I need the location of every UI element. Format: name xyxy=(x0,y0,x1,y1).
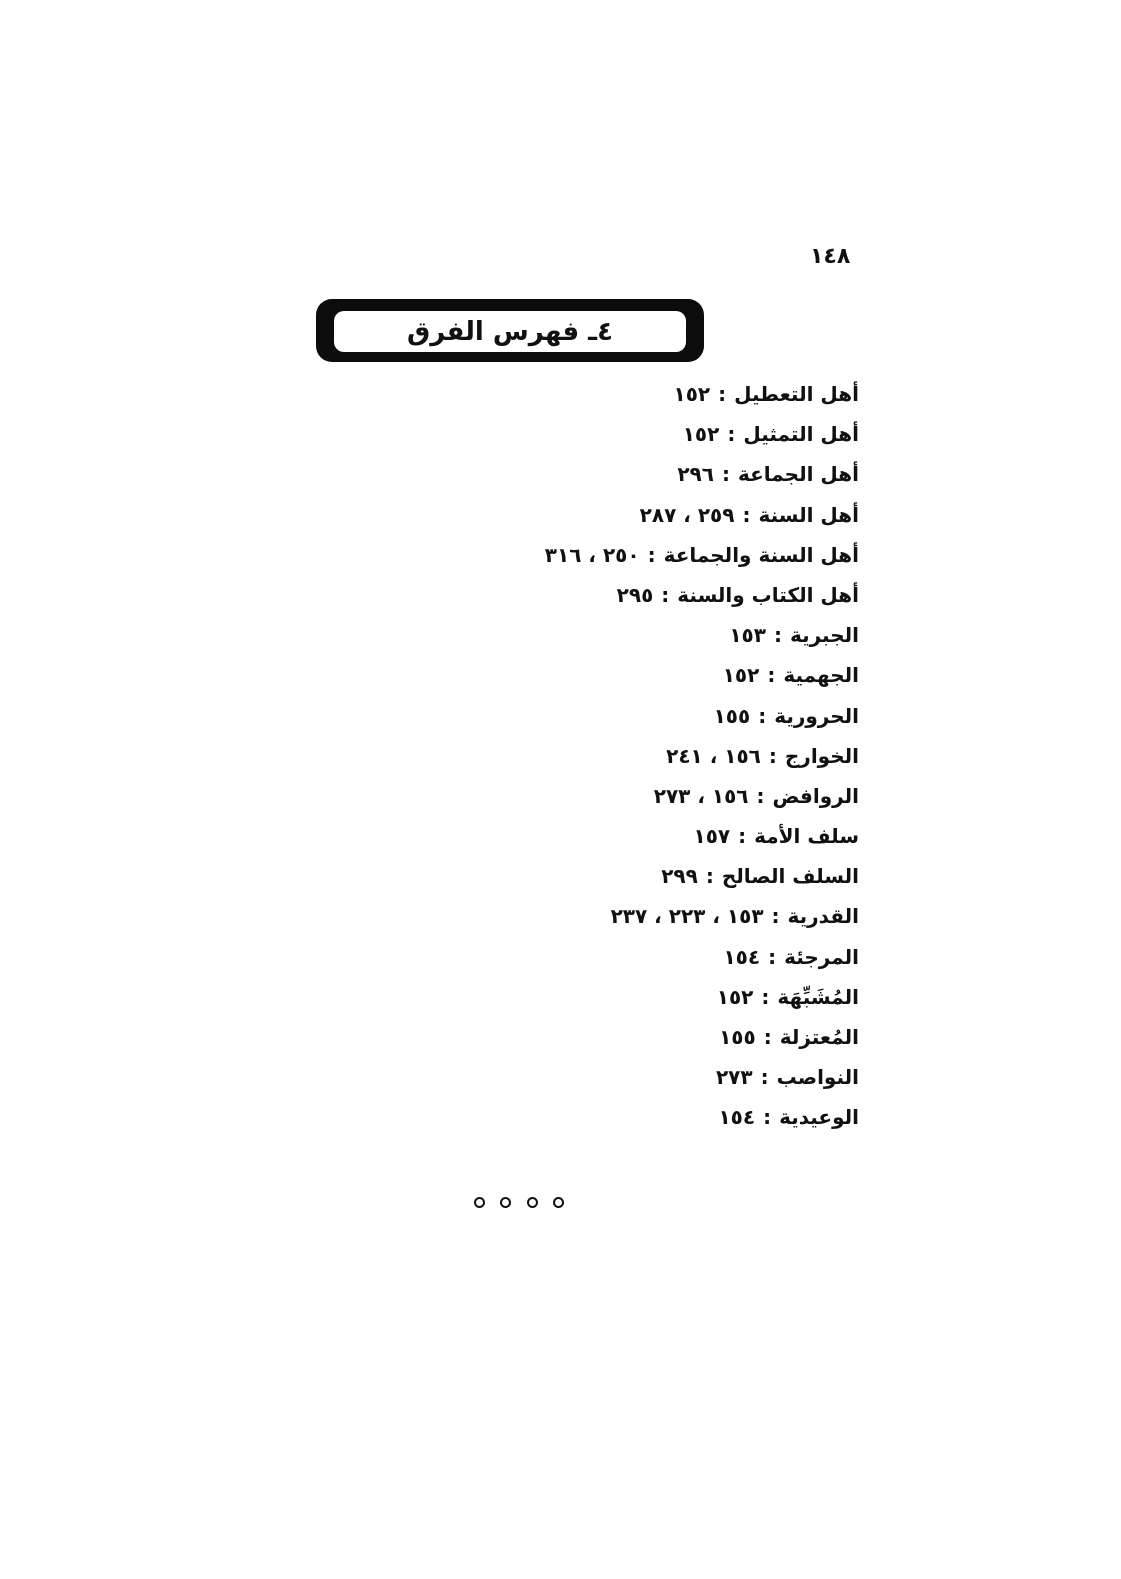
entry-name: الروافض xyxy=(772,783,859,808)
sects-index-list xyxy=(339,374,859,1138)
entry-separator: : xyxy=(721,462,730,487)
index-entry xyxy=(339,655,859,695)
index-entry xyxy=(339,856,859,896)
index-entry xyxy=(339,374,859,414)
end-of-section-marks xyxy=(474,1197,564,1208)
entry-pages: ١٥٢ xyxy=(716,984,754,1009)
entry-pages: ٢٩٥ xyxy=(616,582,654,607)
entry-pages: ٢٥٩ ، ٢٨٧ xyxy=(639,502,735,527)
entry-separator: : xyxy=(742,502,751,527)
entry-separator: : xyxy=(705,864,714,889)
entry-pages: ٢٩٩ xyxy=(661,864,698,889)
entry-separator: : xyxy=(756,783,765,808)
entry-separator: : xyxy=(647,542,656,567)
index-entry xyxy=(339,816,859,856)
entry-pages: ٢٥٠ ، ٣١٦ xyxy=(544,542,640,567)
entry-name: المُعتزلة xyxy=(779,1025,859,1049)
index-entry xyxy=(339,696,859,736)
entry-pages: ١٥٣ xyxy=(729,623,766,648)
entry-name: السلف الصالح xyxy=(721,864,859,889)
entry-name: أهل السنة xyxy=(758,502,859,527)
entry-separator: : xyxy=(758,703,767,728)
index-entry xyxy=(339,1097,859,1137)
index-entry xyxy=(339,615,859,655)
entry-name: الحرورية xyxy=(774,703,859,728)
entry-name: المُشَبِّهَة xyxy=(777,984,859,1009)
entry-pages: ١٥٥ xyxy=(713,703,751,728)
entry-separator: : xyxy=(771,904,780,929)
index-entry xyxy=(339,896,859,936)
index-entry xyxy=(339,495,859,535)
entry-separator: : xyxy=(661,582,670,607)
index-entry xyxy=(339,1017,859,1057)
entry-separator: : xyxy=(718,382,727,406)
entry-separator: : xyxy=(738,824,747,849)
entry-pages: ١٥٢ xyxy=(673,382,711,406)
index-entry xyxy=(339,454,859,494)
entry-name: أهل الجماعة xyxy=(737,462,859,487)
entry-pages: ١٥٥ xyxy=(719,1025,756,1049)
entry-name: الجهمية xyxy=(783,663,859,688)
entry-separator: : xyxy=(767,663,776,688)
section-title: ٤ـ فهرس الفرق xyxy=(407,316,613,347)
entry-separator: : xyxy=(760,1065,769,1090)
entry-separator: : xyxy=(763,1105,772,1130)
entry-pages: ٢٩٦ xyxy=(677,462,714,487)
entry-name: النواصب xyxy=(776,1065,859,1090)
end-mark-circle xyxy=(527,1197,538,1208)
entry-name: الخوارج xyxy=(784,743,859,768)
entry-separator: : xyxy=(773,623,782,648)
entry-pages: ١٥٧ xyxy=(693,824,731,849)
entry-pages: ١٥٣ ، ٢٢٣ ، ٢٣٧ xyxy=(610,904,764,929)
entry-name: سلف الأمة xyxy=(754,824,859,849)
index-entry xyxy=(339,414,859,454)
entry-name: الوعيدية xyxy=(779,1105,859,1130)
page-number: ١٤٨ xyxy=(810,244,851,269)
entry-separator: : xyxy=(768,944,777,969)
index-entry xyxy=(339,575,859,615)
index-entry xyxy=(339,776,859,816)
index-entry xyxy=(339,736,859,776)
entry-pages: ١٥٢ xyxy=(722,663,760,688)
entry-name: أهل التمثيل xyxy=(743,422,859,447)
section-title-frame xyxy=(316,299,704,362)
end-mark-circle xyxy=(474,1197,485,1208)
entry-pages: ١٥٤ xyxy=(718,1105,756,1130)
index-entry xyxy=(339,937,859,977)
entry-name: أهل الكتاب والسنة xyxy=(677,582,859,607)
end-mark-circle xyxy=(553,1197,564,1208)
entry-name: المرجئة xyxy=(784,944,859,969)
entry-pages: ٢٧٣ xyxy=(715,1065,753,1090)
entry-name: الجبرية xyxy=(789,623,859,648)
entry-pages: ١٥٤ xyxy=(723,944,761,969)
entry-separator: : xyxy=(761,984,770,1009)
entry-name: أهل السنة والجماعة xyxy=(663,542,859,567)
entry-separator: : xyxy=(768,743,777,768)
index-entry xyxy=(339,977,859,1017)
entry-pages: ١٥٦ ، ٢٧٣ xyxy=(653,783,749,808)
entry-name: القدرية xyxy=(787,904,859,929)
entry-pages: ١٥٢ xyxy=(682,422,720,447)
entry-separator: : xyxy=(763,1025,772,1049)
entry-name: أهل التعطيل xyxy=(734,382,859,406)
section-title-box xyxy=(334,311,686,352)
entry-pages: ١٥٦ ، ٢٤١ xyxy=(666,743,761,768)
index-entry xyxy=(339,1057,859,1097)
entry-separator: : xyxy=(727,422,736,447)
end-mark-circle xyxy=(500,1197,511,1208)
index-entry xyxy=(339,535,859,575)
